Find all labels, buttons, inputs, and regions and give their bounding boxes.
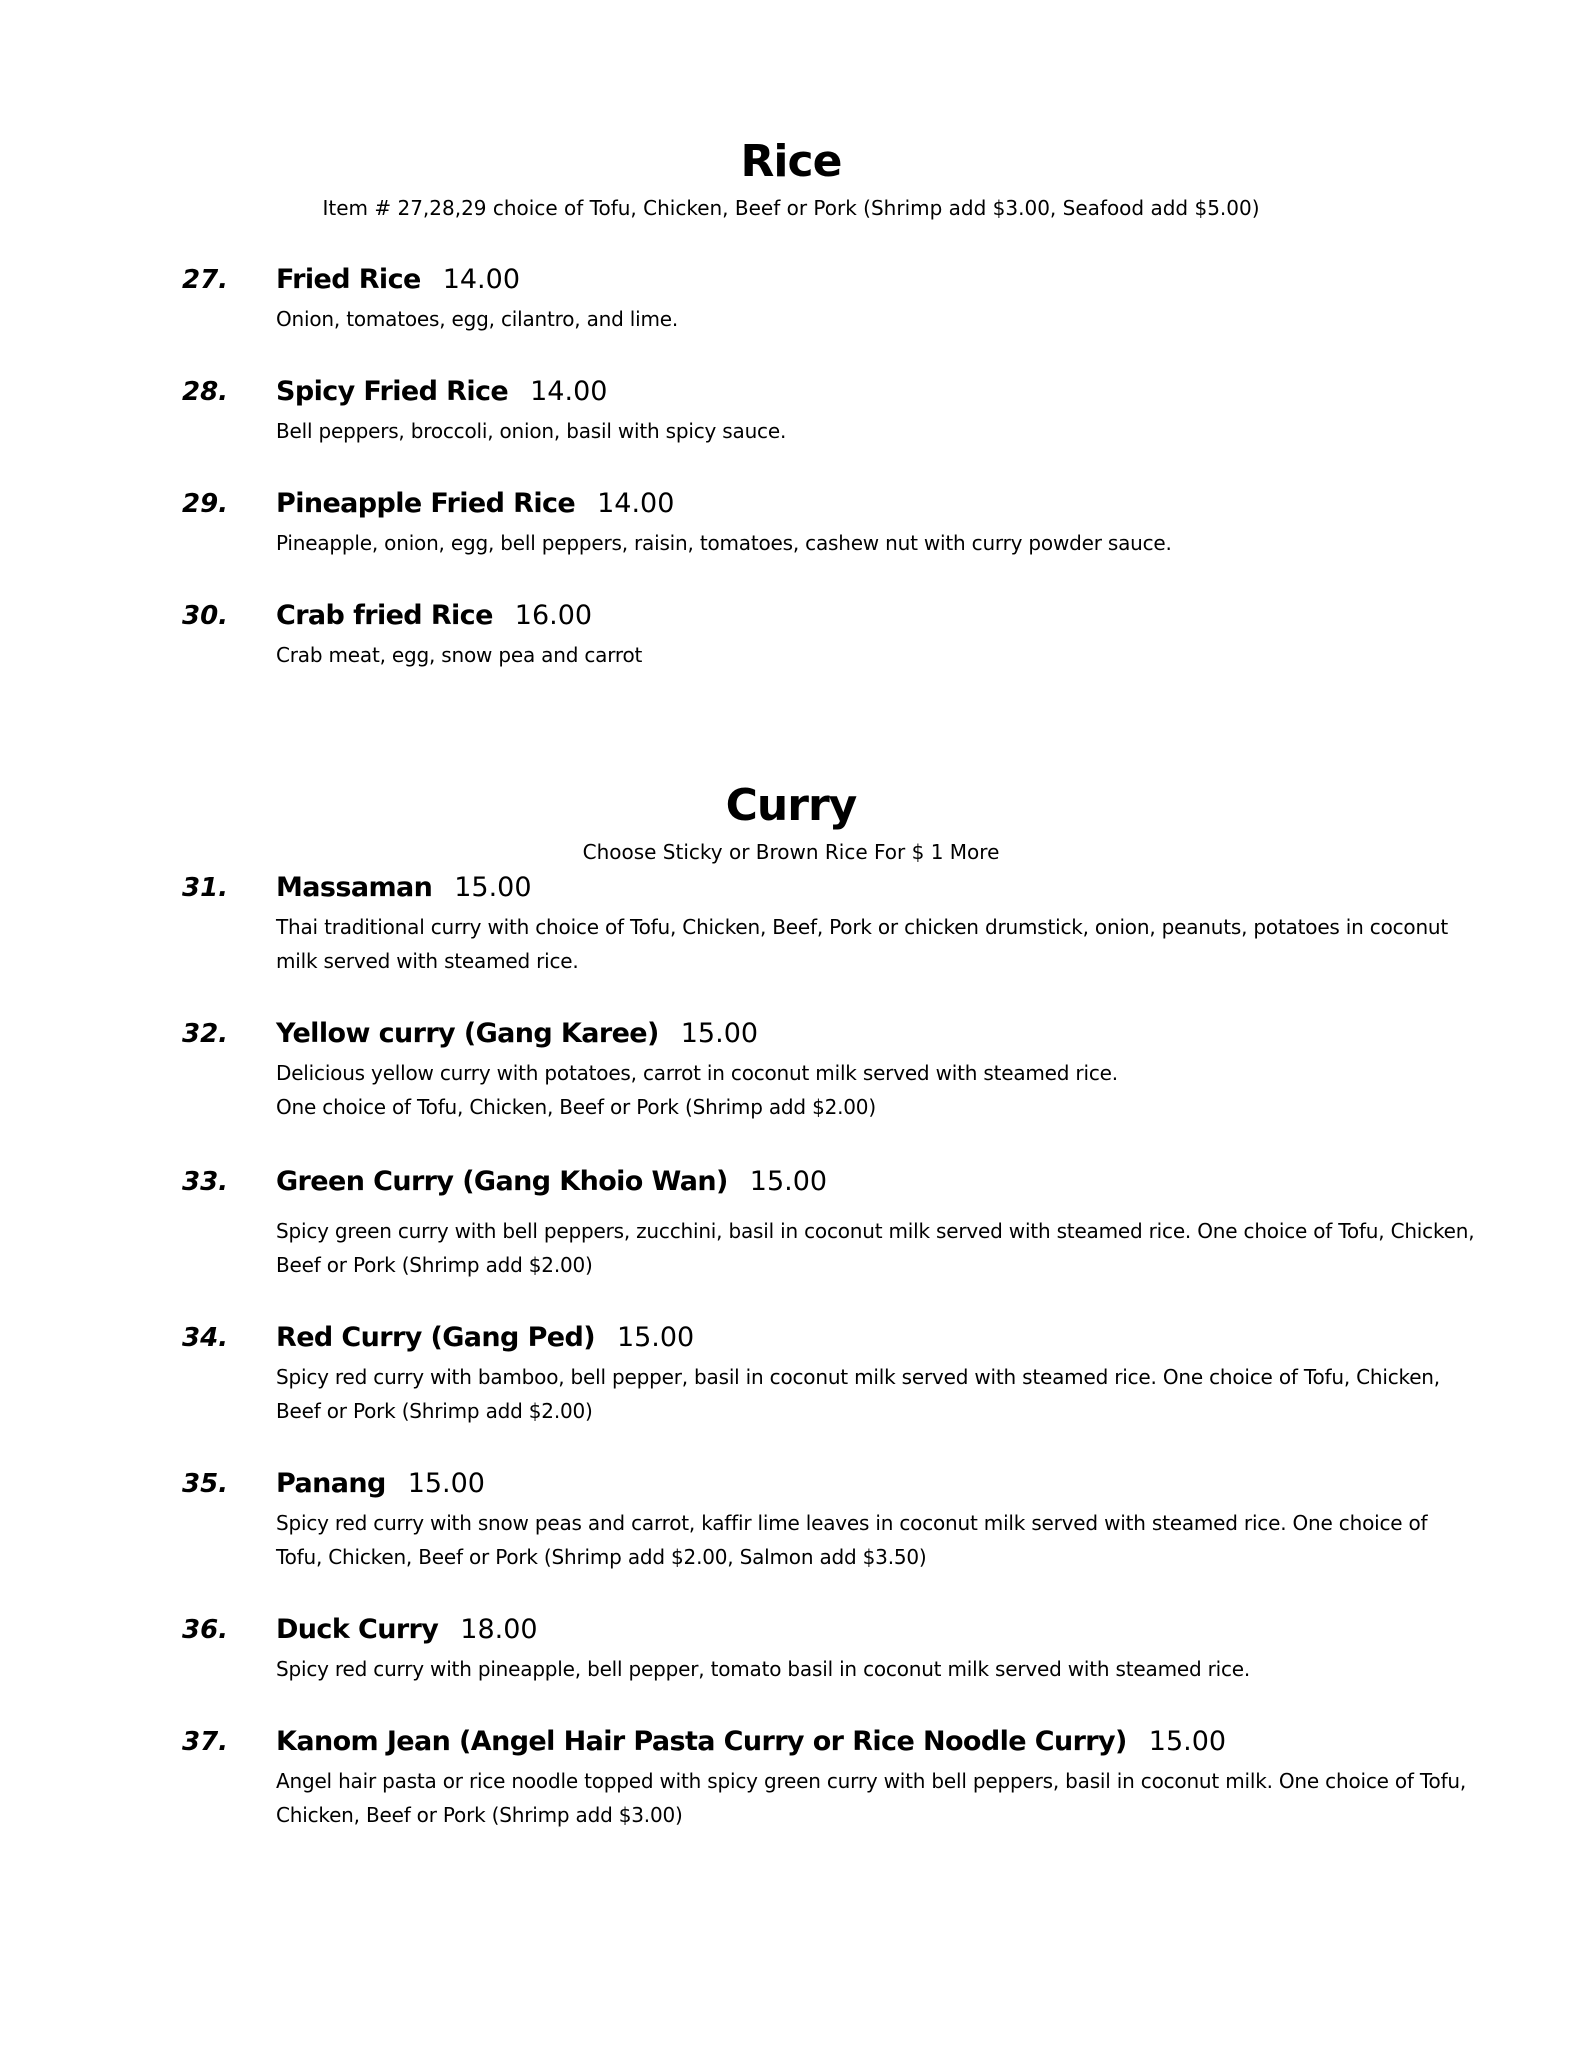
item-price: 18.00 <box>460 1614 538 1645</box>
item-number: 34. <box>182 1323 229 1353</box>
item-price: 15.00 <box>407 1468 485 1499</box>
item-description <box>276 1764 1486 1832</box>
item-name: Fried Rice <box>276 264 421 295</box>
item-number: 27. <box>182 265 229 295</box>
item-heading <box>276 264 520 296</box>
description-line: Bell peppers, broccoli, onion, basil with spicy sauce. <box>276 419 787 443</box>
item-price: 16.00 <box>514 600 593 631</box>
item-number: 28. <box>182 377 229 407</box>
description-line: Pineapple, onion, egg, bell peppers, raisin, tomatoes, cashew nut with curry powder sauce. <box>276 531 1172 555</box>
description-line: milk served with steamed rice. <box>276 949 579 973</box>
item-heading <box>276 1468 485 1500</box>
description-line: Spicy red curry with pineapple, bell pepper, tomato basil in coconut milk served with steamed rice. <box>276 1657 1251 1681</box>
item-name: Pineapple Fried Rice <box>276 488 576 519</box>
item-heading <box>276 872 532 904</box>
item-price: 14.00 <box>530 376 608 407</box>
item-description <box>276 1506 1486 1574</box>
item-price: 15.00 <box>616 1322 695 1353</box>
item-description <box>276 526 1486 560</box>
item-description <box>276 638 1486 672</box>
item-heading <box>276 1614 538 1646</box>
item-description <box>276 1214 1486 1282</box>
item-price: 14.00 <box>442 264 520 295</box>
item-name: Massaman <box>276 872 433 903</box>
section-title-rice: Rice <box>740 136 842 187</box>
item-heading <box>276 1166 827 1198</box>
description-line: Thai traditional curry with choice of Tofu, Chicken, Beef, Pork or chicken drumstick, onion, peanuts, potatoes in coconut <box>276 915 1449 939</box>
item-number: 30. <box>182 601 229 631</box>
description-line: Spicy red curry with snow peas and carrot, kaffir lime leaves in coconut milk served with steamed rice. One choice of <box>276 1511 1428 1535</box>
item-number: 32. <box>182 1019 229 1049</box>
item-heading <box>276 376 607 408</box>
item-number: 31. <box>182 873 229 903</box>
item-description <box>276 414 1486 448</box>
description-line: Tofu, Chicken, Beef or Pork (Shrimp add $2.00, Salmon add $3.50) <box>276 1545 927 1569</box>
description-line: Angel hair pasta or rice noodle topped with spicy green curry with bell peppers, basil in coconut milk. One choice of Tofu, <box>276 1769 1467 1793</box>
item-number: 35. <box>182 1469 229 1499</box>
item-heading <box>276 488 674 520</box>
item-heading <box>276 1322 694 1354</box>
item-heading <box>276 1018 758 1050</box>
item-price: 15.00 <box>749 1166 828 1197</box>
item-name: Green Curry (Gang Khoio Wan) <box>276 1166 728 1197</box>
item-description <box>276 1360 1486 1428</box>
item-name: Panang <box>276 1468 386 1499</box>
item-name: Duck Curry <box>276 1614 439 1645</box>
item-heading <box>276 600 592 632</box>
section-title-curry: Curry <box>725 780 857 831</box>
item-number: 37. <box>182 1727 229 1757</box>
item-description <box>276 1056 1486 1124</box>
item-description <box>276 910 1486 978</box>
description-line: Beef or Pork (Shrimp add $2.00) <box>276 1253 593 1277</box>
item-number: 29. <box>182 489 229 519</box>
item-price: 14.00 <box>597 488 675 519</box>
item-price: 15.00 <box>680 1018 759 1049</box>
item-price: 15.00 <box>454 872 532 903</box>
item-name: Yellow curry (Gang Karee) <box>276 1018 659 1049</box>
description-line: Onion, tomatoes, egg, cilantro, and lime. <box>276 307 679 331</box>
description-line: One choice of Tofu, Chicken, Beef or Pork (Shrimp add $2.00) <box>276 1095 876 1119</box>
description-line: Spicy green curry with bell peppers, zucchini, basil in coconut milk served with steamed rice. One choice of Tofu, Chicken, <box>276 1219 1475 1243</box>
item-name: Crab fried Rice <box>276 600 493 631</box>
section-note-curry: Choose Sticky or Brown Rice For $ 1 More <box>582 840 1000 864</box>
item-heading <box>276 1726 1226 1758</box>
section-note-rice: Item # 27,28,29 choice of Tofu, Chicken, Beef or Pork (Shrimp add $3.00, Seafood add $5.00) <box>322 196 1260 220</box>
item-price: 15.00 <box>1148 1726 1227 1757</box>
item-name: Kanom Jean (Angel Hair Pasta Curry or Rice Noodle Curry) <box>276 1726 1127 1757</box>
item-description <box>276 1652 1486 1686</box>
description-line: Crab meat, egg, snow pea and carrot <box>276 643 643 667</box>
description-line: Beef or Pork (Shrimp add $2.00) <box>276 1399 593 1423</box>
item-name: Spicy Fried Rice <box>276 376 509 407</box>
description-line: Delicious yellow curry with potatoes, carrot in coconut milk served with steamed rice. <box>276 1061 1118 1085</box>
description-line: Spicy red curry with bamboo, bell pepper, basil in coconut milk served with steamed rice. One choice of Tofu, Chicken, <box>276 1365 1440 1389</box>
item-number: 33. <box>182 1167 229 1197</box>
item-name: Red Curry (Gang Ped) <box>276 1322 595 1353</box>
item-number: 36. <box>182 1615 229 1645</box>
description-line: Chicken, Beef or Pork (Shrimp add $3.00) <box>276 1803 683 1827</box>
item-description <box>276 302 1486 336</box>
